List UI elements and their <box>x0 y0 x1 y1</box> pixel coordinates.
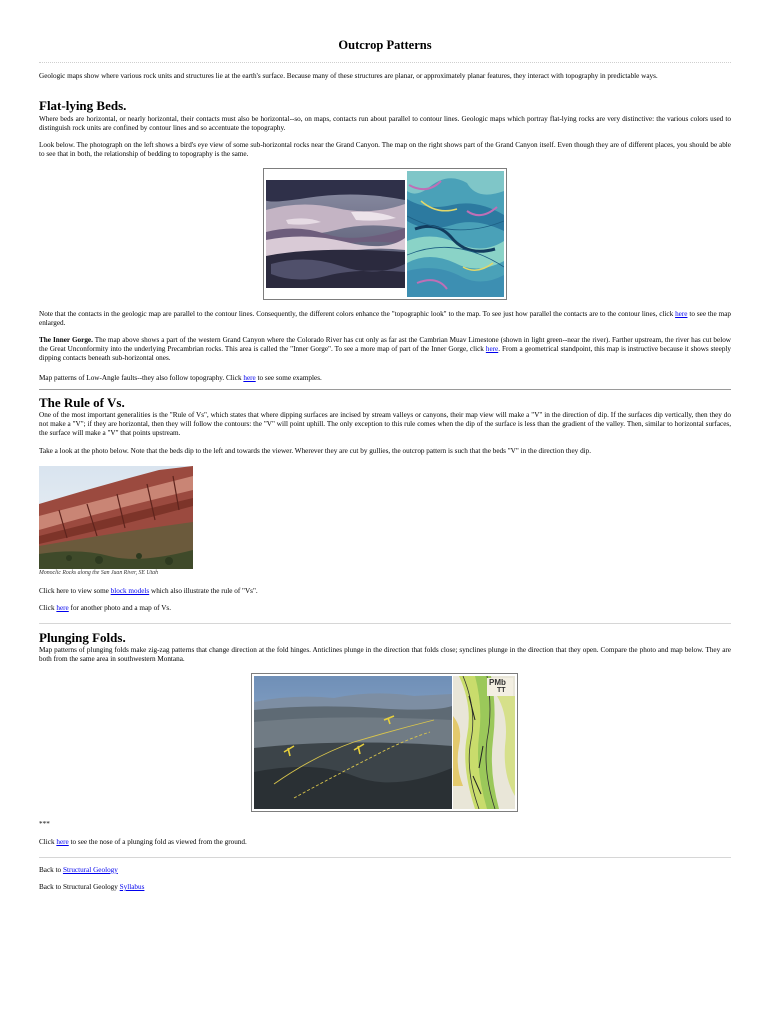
flat-paragraph-2: Look below. The photograph on the left shows a bird's eye view of some sub-horizontal rocks near the Grand Canyon. The map on the right shows part of the Grand Canyon itself. Even though they are of different places, you should be able to see that in both, the relationship of bedding to topography is the same. <box>39 141 731 158</box>
plunging-fold-geologic-map <box>453 676 515 809</box>
text-span: Map patterns of Low-Angle faults--they also follow topography. Click <box>39 374 244 382</box>
text-span: Click <box>39 838 57 846</box>
link-enlarged-map[interactable]: here <box>675 310 688 318</box>
section-heading-rule-of-vs: The Rule of Vs. <box>39 395 125 410</box>
map-unit-label: PMb <box>489 678 506 687</box>
plunging-fold-figure <box>251 673 518 812</box>
folds-paragraph-1: Map patterns of plunging folds make zig-zag patterns that change direction at the fold hinges. Anticlines plunge in the direction that folds close; synclines plunge in the direction that they open. Compare the photo and map below. They are both from the same area in southwestern Montana. <box>39 646 731 663</box>
vs-paragraph-1: One of the most important generalities is the "Rule of Vs", which states that where dipping surfaces are incised by stream valleys or canyons, their map view will make a "V" in the direction of dip. If the surfaces dip vertically, then they do not make a "V"; if they are horizontal, then they will follow the contours: the "V" will point uphill. The only exception to this rule comes when the dip of the surface is less than the gradient of the valley. Then, similar to horizontal surfaces, the surface will make a "V" that points upstream. <box>39 411 731 437</box>
map-unit-label: TT <box>497 687 506 694</box>
text-span: Back to Structural Geology <box>39 883 120 891</box>
flat-paragraph-1: Where beds are horizontal, or nearly horizontal, their contacts must also be horizontal--so, on maps, contacts run about parallel to contour lines. Geologic maps which portray flat-lying rocks are very distinctive: the various colors used to distinguish rock units are confined by contour lines and so accentuate the topography. <box>39 115 731 132</box>
back-to-syllabus <box>39 883 731 892</box>
separator-stars: *** <box>39 820 50 828</box>
link-another-photo[interactable]: here <box>56 604 69 612</box>
section-heading-plunging-folds: Plunging Folds. <box>39 630 126 645</box>
divider <box>39 623 731 624</box>
text-span: for another photo and a map of Vs. <box>68 604 172 612</box>
flat-paragraph-5 <box>39 374 731 383</box>
inner-gorge-label: The Inner Gorge. <box>39 336 93 344</box>
flat-paragraph-inner-gorge <box>39 336 731 363</box>
vs-paragraph-3 <box>39 587 731 596</box>
text-span: Back to <box>39 866 63 874</box>
text-span: Click <box>39 604 57 612</box>
intro-paragraph: Geologic maps show where various rock units and structures lie at the earth's surface. Because many of these structures are planar, or approximately planar features, they interact with topography in predictable ways. <box>39 72 658 80</box>
divider <box>39 62 731 63</box>
grand-canyon-geologic-map <box>407 171 504 297</box>
text-span: . From a geometrical standpoint, this map is instructive because it shows steeply dipping contacts beneath sub-horizontal ones. <box>39 344 731 362</box>
link-block-models[interactable]: block models <box>110 587 150 595</box>
grand-canyon-photo <box>266 180 405 288</box>
link-syllabus[interactable]: Syllabus <box>119 883 145 891</box>
vs-paragraph-2: Take a look at the photo below. Note that the beds dip to the left and towards the viewer. Wherever they are cut by gullies, the outcrop pattern is such that the beds "V" in the direction they dip. <box>39 447 592 455</box>
flat-paragraph-3 <box>39 310 731 328</box>
text-span: to see the map enlarged. <box>39 310 731 327</box>
page-title: Outcrop Patterns <box>338 38 432 52</box>
divider <box>39 857 731 858</box>
link-plunging-fold-nose[interactable]: here <box>56 838 69 846</box>
text-span: to see some examples. <box>255 374 322 382</box>
grand-canyon-figure <box>263 168 507 300</box>
text-span: Note that the contacts in the geologic map are parallel to the contour lines. Consequently, the different colors enhance the "topographic look" to the map. To see just how parallel the contacts are to the contour lines, click <box>39 310 676 318</box>
text-span: The map above shows a part of the western Grand Canyon where the Colorado River has cut only as far ast the Cambrian Muav Limestone (shown in light green--near the river). Farther upstream, the river has cut below the Great Unconformity into the underlying Precambrian rocks. This area is called the "Inner Gorge". To see a more map of part of the Inner Gorge, click <box>39 336 731 353</box>
divider <box>39 389 731 390</box>
text-span: to see the nose of a plunging fold as viewed from the ground. <box>68 838 247 846</box>
link-low-angle-faults[interactable]: here <box>243 374 256 382</box>
link-inner-gorge-map[interactable]: here <box>485 344 499 353</box>
section-heading-flat-lying-beds: Flat-lying Beds. <box>39 98 127 113</box>
folds-paragraph-2 <box>39 838 731 847</box>
monocline-caption: Monoclic Rocks along the San Juan River, SE Utah <box>39 570 158 576</box>
link-structural-geology[interactable]: Structural Geology <box>62 866 118 874</box>
monocline-photo <box>39 466 193 569</box>
back-to-structural-geology <box>39 866 731 875</box>
text-span: Click here to view some <box>39 587 111 595</box>
vs-paragraph-4 <box>39 604 731 613</box>
text-span: which also illustrate the rule of "Vs". <box>149 587 258 595</box>
plunging-fold-aerial-photo <box>254 676 452 809</box>
